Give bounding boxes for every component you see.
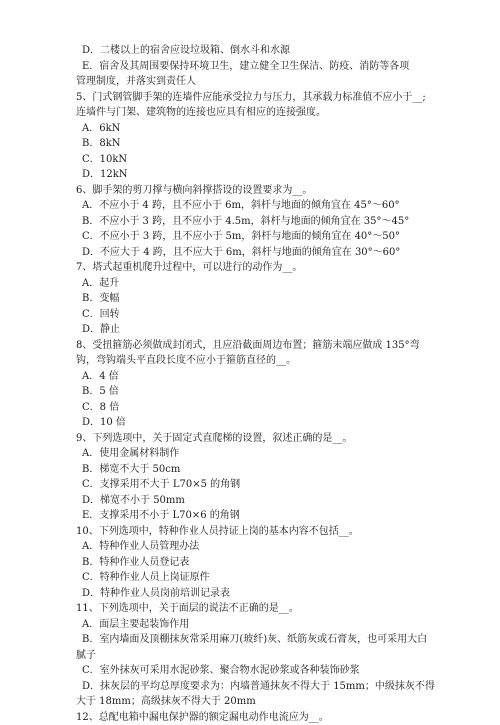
answer-option-line: D．12kN: [76, 167, 438, 183]
answer-option-line: B．不应小于 3 跨，且不应小于 4.5m，斜杆与地面的倾角宜在 35°～45°: [76, 214, 438, 230]
answer-option-line: C．不应小于 3 跨，且不应小于 5m，斜杆与地面的倾角宜在 40°～50°: [76, 229, 438, 245]
question-line: 12、总配电箱中漏电保护器的额定漏电动作电流应为__。: [76, 710, 438, 725]
answer-option-line: A．面层主要起装饰作用: [76, 617, 438, 633]
answer-option-line: B．5 倍: [76, 384, 438, 400]
question-line: 10、下列选项中，特种作业人员持证上岗的基本内容不包括__。: [76, 524, 438, 540]
answer-option-line: B．特种作业人员登记表: [76, 555, 438, 571]
answer-option-line: D．二楼以上的宿舍应设垃圾箱、倒水斗和水源: [76, 43, 438, 59]
answer-option-line: C．室外抹灰可采用水泥砂浆、聚合物水泥砂浆或各种装饰砂浆: [76, 663, 438, 679]
answer-option-line: D．抹灰层的平均总厚度要求为：内墙普通抹灰不得大于 15mm；中级抹灰不得: [76, 679, 438, 695]
question-line: 连墙件与门架、建筑物的连接也应具有相应的连接强度。: [76, 105, 438, 121]
answer-option-line: C．特种作业人员上岗证原件: [76, 570, 438, 586]
question-line: 钩，弯钩端头平直段长度不应小于箍筋直径的__。: [76, 353, 438, 369]
answer-option-line: C．8 倍: [76, 400, 438, 416]
answer-option-line: D．特种作业人员岗前培训记录表: [76, 586, 438, 602]
answer-option-line: A．起升: [76, 276, 438, 292]
document-body: [76, 43, 438, 725]
question-line: 6、脚手架的剪刀撑与横向斜撑搭设的设置要求为__。: [76, 183, 438, 199]
answer-option-line: C．回转: [76, 307, 438, 323]
question-line: 11、下列选项中，关于面层的说法不正确的是__。: [76, 601, 438, 617]
answer-option-line: B．变幅: [76, 291, 438, 307]
question-line: 7、塔式起重机爬升过程中，可以进行的动作为__。: [76, 260, 438, 276]
question-line: 9、下列选项中，关于固定式直爬梯的设置，叙述正确的是__。: [76, 431, 438, 447]
answer-option-line: A．4 倍: [76, 369, 438, 385]
answer-option-line: A．6kN: [76, 121, 438, 137]
question-line: 5、门式钢管脚手架的连墙件应能承受拉力与压力，其承载力标准值不应小于__;: [76, 90, 438, 106]
answer-option-line: A．特种作业人员管理办法: [76, 539, 438, 555]
answer-option-line: D．10 倍: [76, 415, 438, 431]
continuation-line: 腻子: [76, 648, 438, 664]
answer-option-line: A．使用金属材料制作: [76, 446, 438, 462]
question-line: 8、受扭箍筋必须做成封闭式，且应沿截面周边布置；箍筋末端应做成 135°弯: [76, 338, 438, 354]
answer-option-line: D．梯宽不小于 50mm: [76, 493, 438, 509]
answer-option-line: D．不应大于 4 跨，且不应大于 6m，斜杆与地面的倾角宜在 30°～60°: [76, 245, 438, 261]
answer-option-line: E．支撑采用不小于 L70×6 的角钢: [76, 508, 438, 524]
answer-option-line: B．室内墙面及顶棚抹灰常采用麻刀(玻纤)灰、纸筋灰或石膏灰，也可采用大白: [76, 632, 438, 648]
continuation-line: 管理制度，并落实到责任人: [76, 74, 438, 90]
answer-option-line: C．支撑采用不大于 L70×5 的角钢: [76, 477, 438, 493]
answer-option-line: C．10kN: [76, 152, 438, 168]
answer-option-line: B．8kN: [76, 136, 438, 152]
answer-option-line: D．静止: [76, 322, 438, 338]
answer-option-line: B．梯宽不大于 50cm: [76, 462, 438, 478]
answer-option-line: E．宿舍及其周围要保持环境卫生，建立健全卫生保洁、防疫、消防等各项: [76, 59, 438, 75]
answer-option-line: A．不应小于 4 跨，且不应小于 6m，斜杆与地面的倾角宜在 45°～60°: [76, 198, 438, 214]
continuation-line: 大于 18mm；高级抹灰不得大于 20mm: [76, 694, 438, 710]
